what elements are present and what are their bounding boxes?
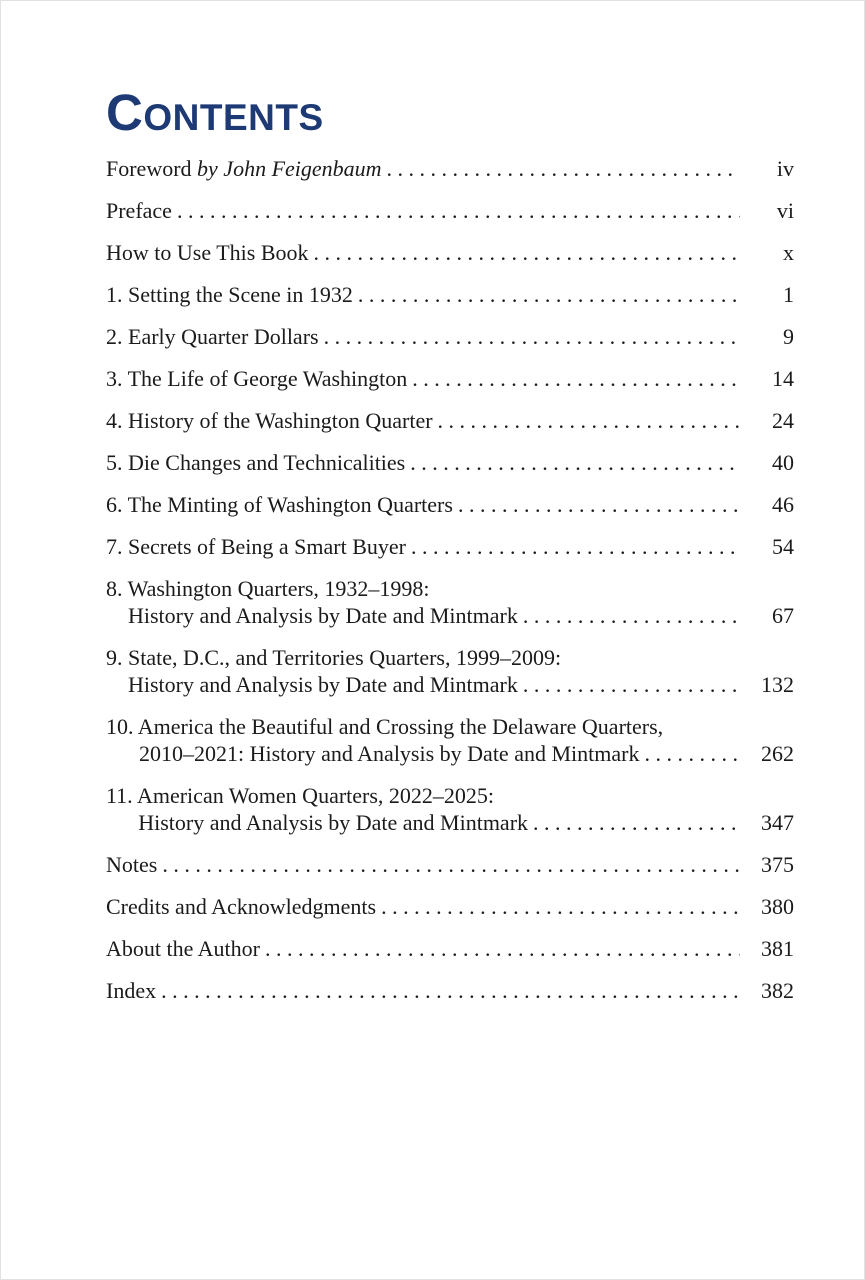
dot-leader (410, 449, 740, 476)
dot-leader (381, 893, 740, 920)
page-title: CONTENTS (106, 84, 324, 141)
toc-entry (106, 644, 794, 698)
toc-entry (106, 197, 794, 224)
toc-entry-label: 11. American Women Quarters, 2022–2025: (106, 783, 495, 808)
page-number: 381 (761, 936, 794, 961)
toc-line-continuation (106, 809, 794, 836)
toc-entry (106, 713, 794, 767)
dot-leader (458, 491, 740, 518)
dot-leader (265, 935, 740, 962)
toc-line (106, 365, 794, 392)
toc-entry (106, 491, 794, 518)
dot-leader (438, 407, 740, 434)
toc-entry (106, 407, 794, 434)
toc-list (106, 155, 794, 1004)
toc-entry (106, 449, 794, 476)
page-number: 380 (761, 894, 794, 919)
toc-entry-label: 7. Secrets of Being a Smart Buyer (106, 534, 406, 559)
toc-line (106, 713, 794, 740)
toc-line-continuation (106, 602, 794, 629)
toc-entry-continuation-label: History and Analysis by Date and Mintmark (128, 672, 518, 697)
toc-entry-label: 5. Die Changes and Technicalities (106, 450, 406, 475)
toc-entry (106, 281, 794, 308)
dot-leader (523, 602, 740, 629)
page-number: 262 (761, 741, 794, 766)
dot-leader (358, 281, 740, 308)
dot-leader (314, 239, 741, 266)
toc-line (106, 155, 794, 182)
dot-leader (324, 323, 740, 350)
page-number: 54 (772, 534, 794, 559)
toc-entry-label: 3. The Life of George Washington (106, 366, 408, 391)
toc-line-continuation (106, 740, 794, 767)
page-number: 375 (761, 852, 794, 877)
toc-entry (106, 365, 794, 392)
toc-entry-continuation-label: History and Analysis by Date and Mintmark (128, 603, 518, 628)
toc-entry (106, 893, 794, 920)
page-number: 1 (783, 282, 794, 307)
toc-line (106, 644, 794, 671)
toc-line (106, 449, 794, 476)
page-number: 9 (783, 324, 794, 349)
toc-entry (106, 977, 794, 1004)
page-number: x (783, 240, 794, 265)
dot-leader (177, 197, 740, 224)
toc-line (106, 239, 794, 266)
toc-entry-label: 4. History of the Washington Quarter (106, 408, 433, 433)
toc-line (106, 197, 794, 224)
toc-line (106, 323, 794, 350)
toc-entry-label-italic: by John Feigenbaum (191, 156, 382, 181)
page-number: 382 (761, 978, 794, 1003)
toc-entry-label: 2. Early Quarter Dollars (106, 324, 319, 349)
page-number: 132 (761, 672, 794, 697)
toc-entry-label: Preface (106, 198, 172, 223)
page-number: iv (776, 156, 794, 181)
toc-entry (106, 533, 794, 560)
page-number: 347 (761, 810, 794, 835)
dot-leader (523, 671, 740, 698)
toc-line (106, 935, 794, 962)
page-number: vi (776, 198, 794, 223)
dot-leader (533, 809, 740, 836)
toc-entry-label: 6. The Minting of Washington Quarters (106, 492, 453, 517)
toc-entry-label: How to Use This Book (106, 240, 309, 265)
dot-leader (412, 365, 740, 392)
toc-line (106, 533, 794, 560)
toc-entry (106, 851, 794, 878)
toc-entry-continuation-label: History and Analysis by Date and Mintmark (138, 810, 529, 835)
toc-line (106, 977, 794, 1004)
page-number: 40 (772, 450, 794, 475)
toc-line (106, 782, 794, 809)
toc-entry-label: 1. Setting the Scene in 1932 (106, 282, 353, 307)
toc-line (106, 491, 794, 518)
toc-entry-label: Credits and Acknowledgments (106, 894, 377, 919)
dot-leader (162, 851, 740, 878)
toc-line (106, 575, 794, 602)
toc-line-continuation (106, 671, 794, 698)
toc-line (106, 851, 794, 878)
toc-entry (106, 575, 794, 629)
dot-leader (644, 740, 740, 767)
dot-leader (411, 533, 740, 560)
toc-entry (106, 323, 794, 350)
toc-entry (106, 935, 794, 962)
toc-entry-label: Notes (106, 852, 158, 877)
toc-entry-continuation-label: 2010–2021: History and Analysis by Date and Mintmark (139, 741, 640, 766)
page-number: 14 (772, 366, 794, 391)
toc-entry-label: 10. America the Beautiful and Crossing the Delaware Quarters, (106, 714, 664, 739)
toc-line (106, 281, 794, 308)
toc-line (106, 407, 794, 434)
dot-leader (161, 977, 740, 1004)
page-number: 67 (772, 603, 794, 628)
toc-entry (106, 782, 794, 836)
toc-entry-label: Index (106, 978, 157, 1003)
toc-entry (106, 155, 794, 182)
page-number: 24 (772, 408, 794, 433)
toc-entry-label: About the Author (106, 936, 260, 961)
toc-entry-label: 9. State, D.C., and Territories Quarters, 1999–2009: (106, 645, 562, 670)
dot-leader (387, 155, 740, 182)
page-number: 46 (772, 492, 794, 517)
toc-entry-label: Foreword (106, 156, 192, 181)
toc-line (106, 893, 794, 920)
toc-entry (106, 239, 794, 266)
toc-entry-label: 8. Washington Quarters, 1932–1998: (106, 576, 430, 601)
